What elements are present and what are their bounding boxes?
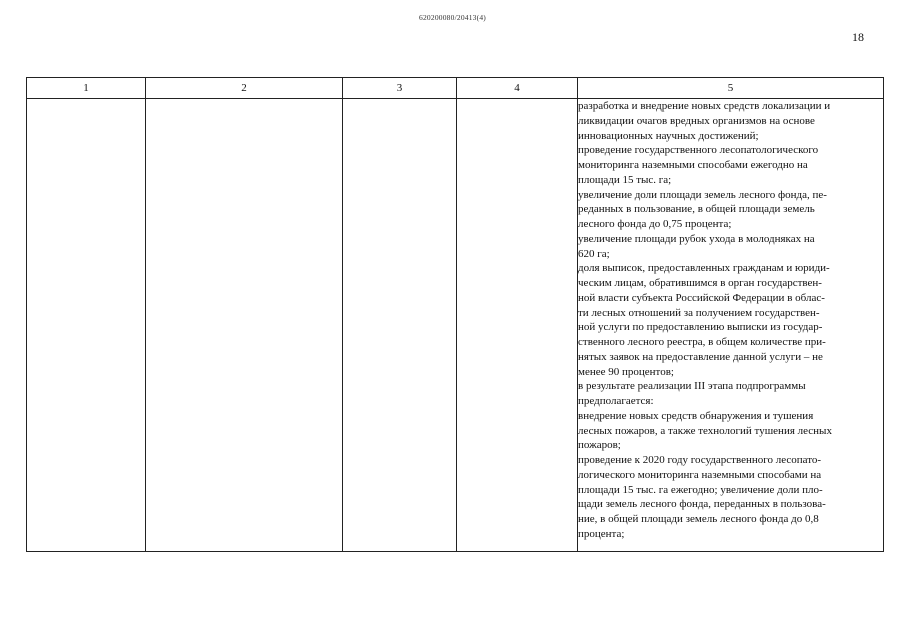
text-line: ной услуги по предоставлению выписки из государ-	[578, 321, 823, 334]
text-line: проведение государственного лесопатологического	[578, 144, 819, 157]
table-header-row	[27, 78, 884, 99]
text-line: внедрение новых средств обнаружения и тушения	[578, 409, 814, 422]
text-line: лесных пожаров, а также технологий тушения лесных	[578, 424, 832, 437]
column-header-4: 4	[457, 78, 578, 99]
text-line: мониторинга наземными способами ежегодно на	[578, 159, 808, 171]
text-line: ной власти субъекта Российской Федерации в облас-	[578, 291, 825, 304]
column-header-2: 2	[146, 78, 343, 99]
text-line: площади 15 тыс. га ежегодно; увеличение доли пло-	[578, 483, 823, 496]
text-line: увеличение площади рубок ухода в молодняках на	[578, 232, 815, 245]
text-line: ственного лесного реестра, в общем количестве при-	[578, 336, 826, 348]
text-line: ческим лицам, обратившимся в орган государствен-	[578, 277, 822, 289]
cell-col4	[457, 99, 578, 552]
text-line: ние, в общей площади земель лесного фонда до 0,8	[578, 513, 819, 525]
text-line: предполагается:	[578, 395, 654, 407]
text-line: щади земель лесного фонда, переданных в пользова-	[578, 498, 826, 511]
page-number: 18	[852, 30, 864, 44]
text-line: нятых заявок на предоставление данной услуги – не	[578, 350, 823, 363]
text-line: проведение к 2020 году государственного лесопато-	[578, 454, 822, 466]
text-line: ликвидации очагов вредных организмов на основе	[578, 114, 815, 127]
cell-col5	[578, 99, 884, 552]
text-line: пожаров;	[578, 439, 621, 452]
text-line: процента;	[578, 527, 625, 540]
text-line: ти лесных отношений за получением государствен-	[578, 306, 820, 319]
cell-col3	[343, 99, 457, 552]
text-line: разработка и внедрение новых средств локализации и	[578, 100, 831, 112]
column-header-5: 5	[578, 78, 884, 99]
text-line: увеличение доли площади земель лесного фонда, пе-	[578, 188, 827, 201]
column-header-3: 3	[343, 78, 457, 99]
table-row	[27, 99, 884, 552]
text-line: доля выписок, предоставленных гражданам и юриди-	[578, 262, 830, 275]
text-line: инновационных научных достижений;	[578, 129, 759, 142]
text-line: логического мониторинга наземными способами на	[578, 468, 822, 481]
text-line: в результате реализации III этапа подпрограммы	[578, 380, 806, 393]
text-line: лесного фонда до 0,75 процента;	[578, 218, 732, 230]
cell-col2	[146, 99, 343, 552]
cell-col5-text	[578, 99, 883, 542]
text-line: реданных в пользование, в общей площади земель	[578, 203, 815, 216]
text-line: 620 га;	[578, 247, 610, 260]
cell-col1	[27, 99, 146, 552]
column-header-1: 1	[27, 78, 146, 99]
document-id: 620200080/20413(4)	[419, 13, 486, 22]
text-line: менее 90 процентов;	[578, 365, 674, 378]
text-line: площади 15 тыс. га;	[578, 173, 672, 186]
content-table	[26, 77, 884, 552]
